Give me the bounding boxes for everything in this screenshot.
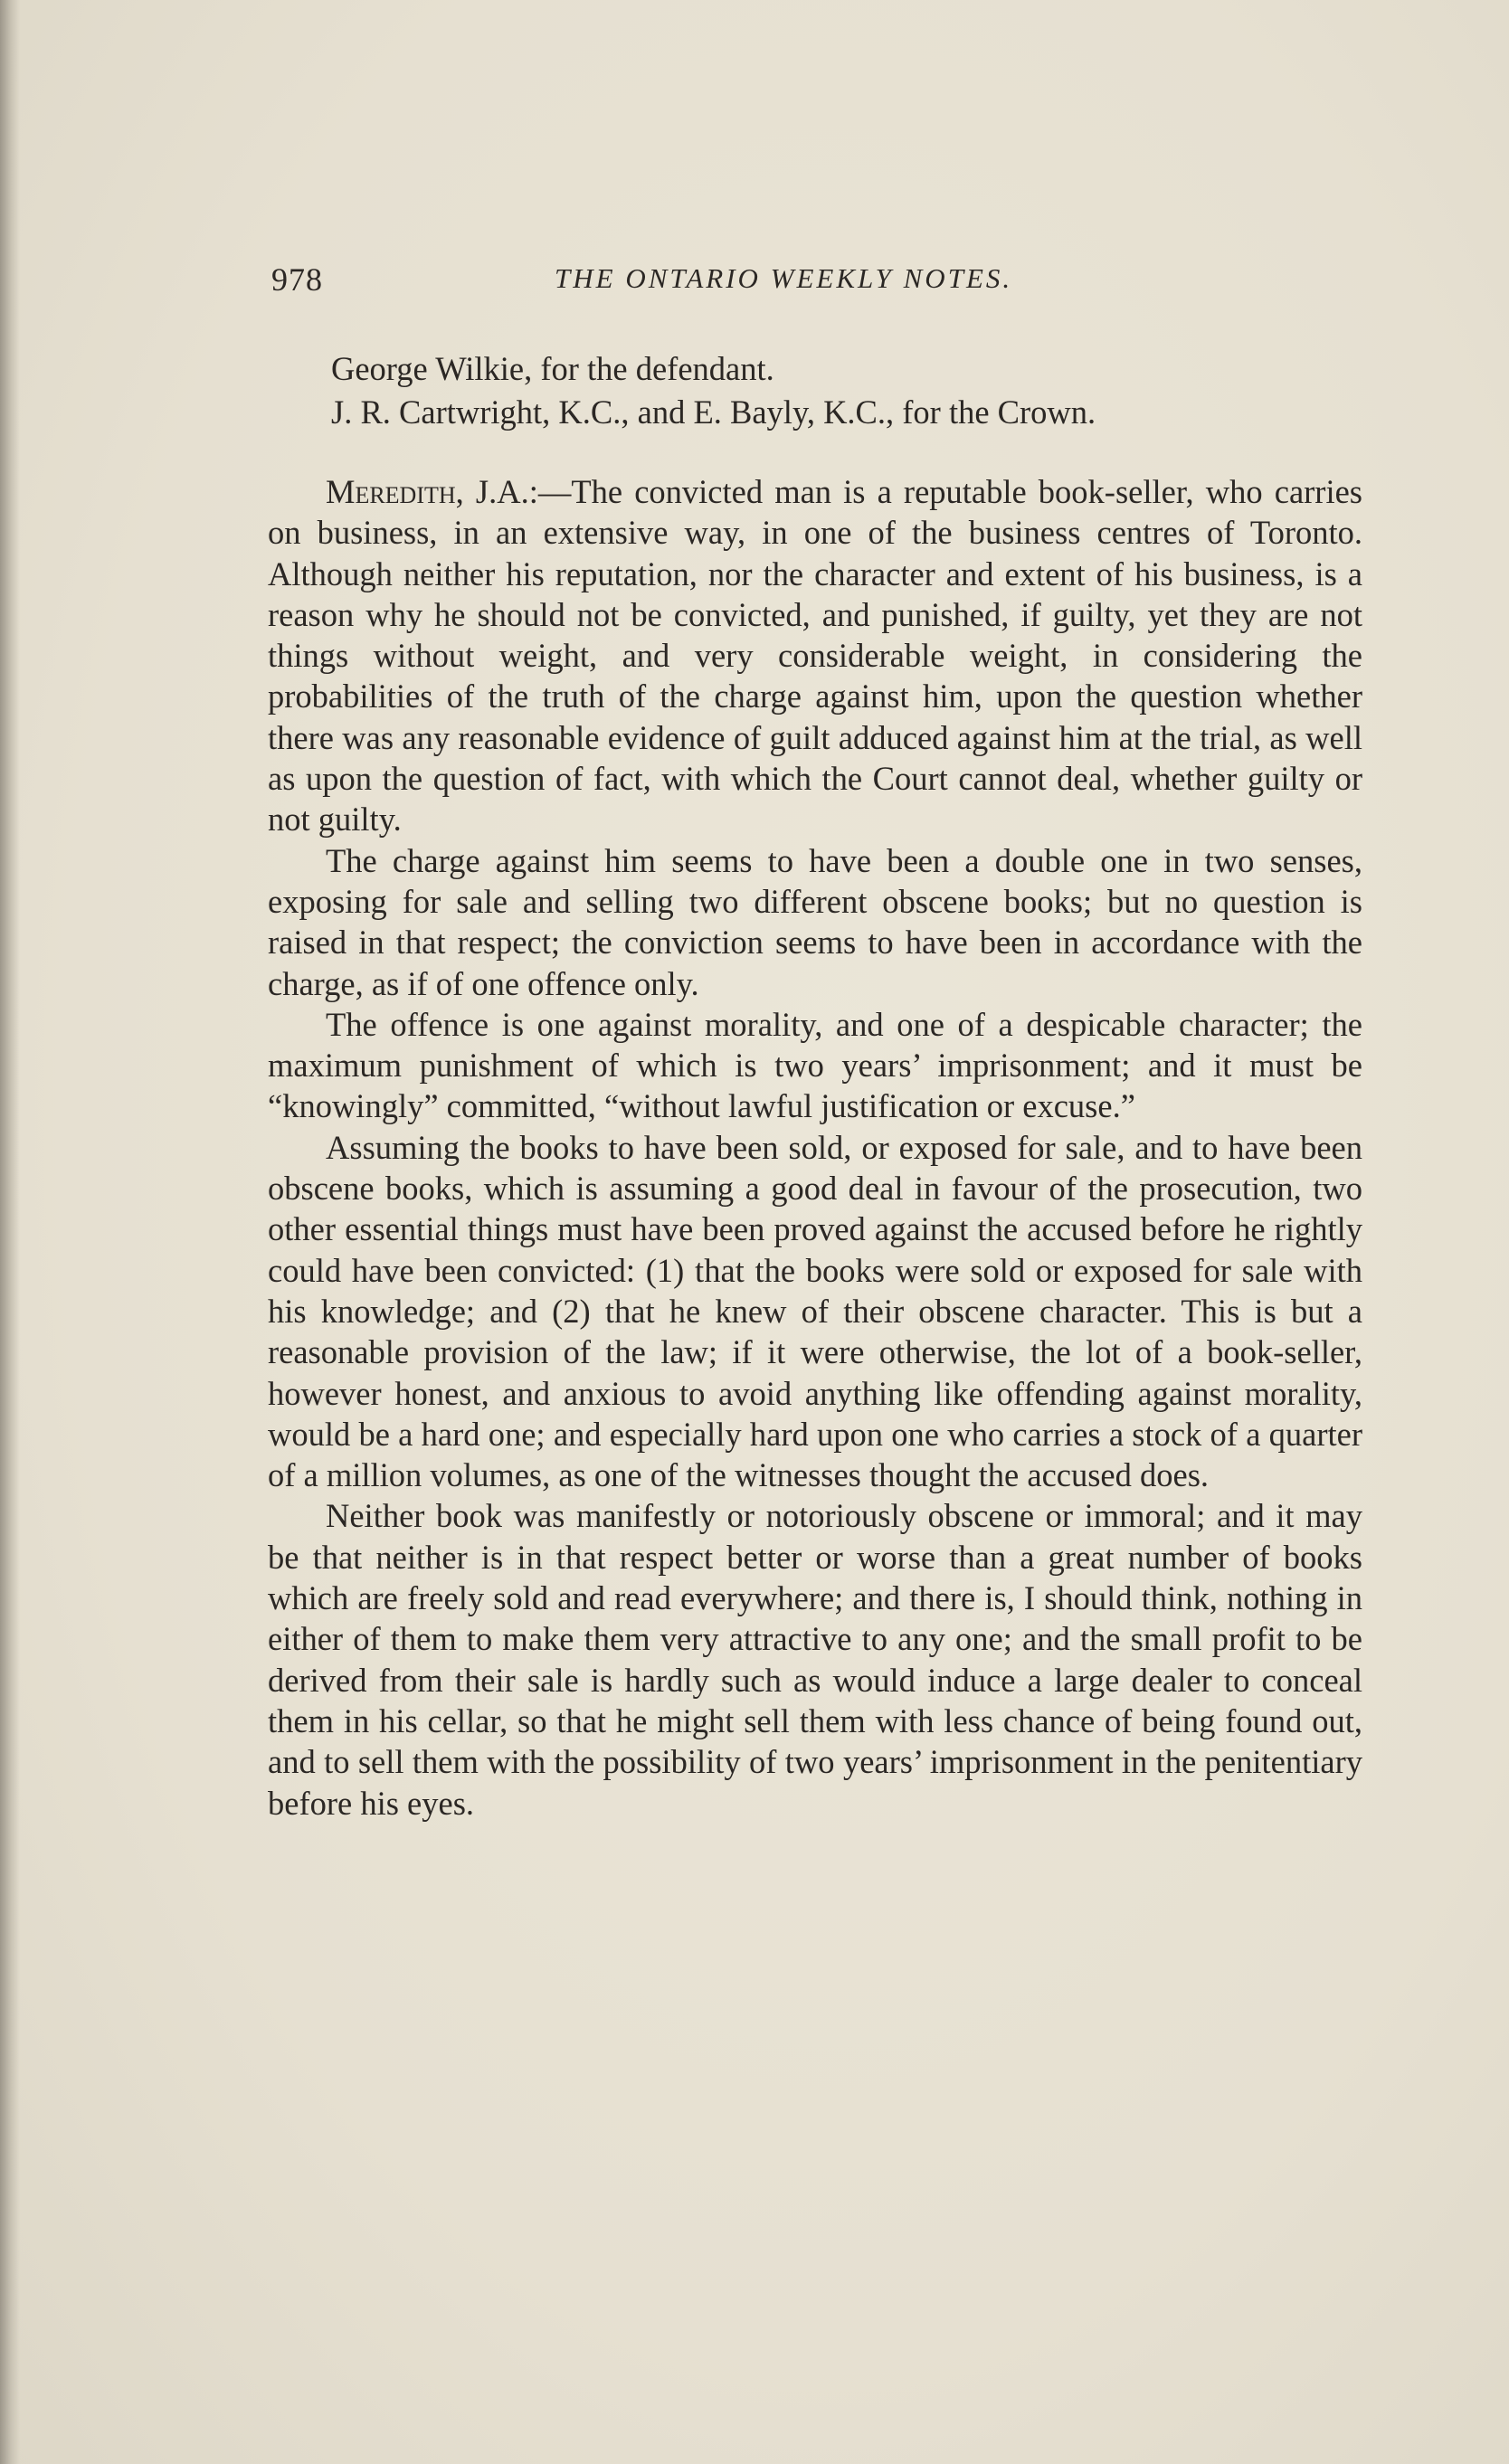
judge-name: Meredith, J.A. — [326, 473, 529, 510]
binding-edge — [0, 0, 20, 2464]
paragraph — [268, 471, 1362, 840]
paragraph: Assuming the books to have been sold, or exposed for sale, and to have been obscene books, which is assuming a good deal in favour of the prosecution, two other essential things must have been proved against the accused before he rightly could have been convicted: (1) that the books were sold or exposed for sale with his knowledge; and (2) that he knew of their obscene character. This is but a reasonable provision of the law; if it were otherwise, the lot of a book-seller, however honest, and anxious to avoid anything like offending against morality, would be a hard one; and especially hard upon one who carries a stock of a quarter of a million volumes, as one of the witnesses thought the accused does. — [268, 1128, 1362, 1494]
paragraph: The charge against him seems to have been a double one in two senses, exposing for sale and selling two different obscene books; but no question is raised in that respect; the conviction seems to have been in accordance with the charge, as if of one offence only. — [268, 841, 1362, 1002]
paragraph: The offence is one against morality, and one of a despicable character; the maximum punishment of which is two years’ imprisonment; and it must be “knowingly” committed, “without lawful justification or excuse.” — [268, 1005, 1362, 1125]
counsel-line: J. R. Cartwright, K.C., and E. Bayly, K.C., for the Crown. — [331, 393, 1096, 431]
counsel-line: George Wilkie, for the defendant. — [331, 350, 774, 387]
judgment-text — [268, 471, 1362, 1824]
page-header — [271, 261, 1368, 306]
paragraph-text: The convicted man is a reputable book-seller, who carries on business, in an extensive way, in one of the business centres of Toronto. Although neither his reputation, nor the character and extent of his business, is a reason why he should not be convicted, and punished, if guilty, yet they are not things without weight, and very considerable weight, in considering the probabilities of the truth of the charge against him, upon the question whether there was any reasonable evidence of guilt adduced against him at the trial, as well as upon the question of fact, with which the Court cannot deal, whether guilty or not guilty. — [268, 473, 1362, 839]
counsel-list — [331, 347, 1371, 434]
page-number: 978 — [271, 261, 323, 298]
paragraph: Neither book was manifestly or notoriously obscene or immoral; and it may be that neither is in that respect better or worse than a great number of books which are freely sold and read everywhere; and there is, I should think, nothing in either of them to make them very attractive to any one; and the small profit to be derived from their sale is hardly such as would induce a large dealer to conceal them in his cellar, so that he might sell them with less chance of being found out, and to sell them with the possibility of two years’ imprisonment in the penitentiary before his eyes. — [268, 1497, 1362, 1822]
running-title: THE ONTARIO WEEKLY NOTES. — [555, 262, 1013, 294]
judge-suffix: :— — [528, 473, 572, 510]
